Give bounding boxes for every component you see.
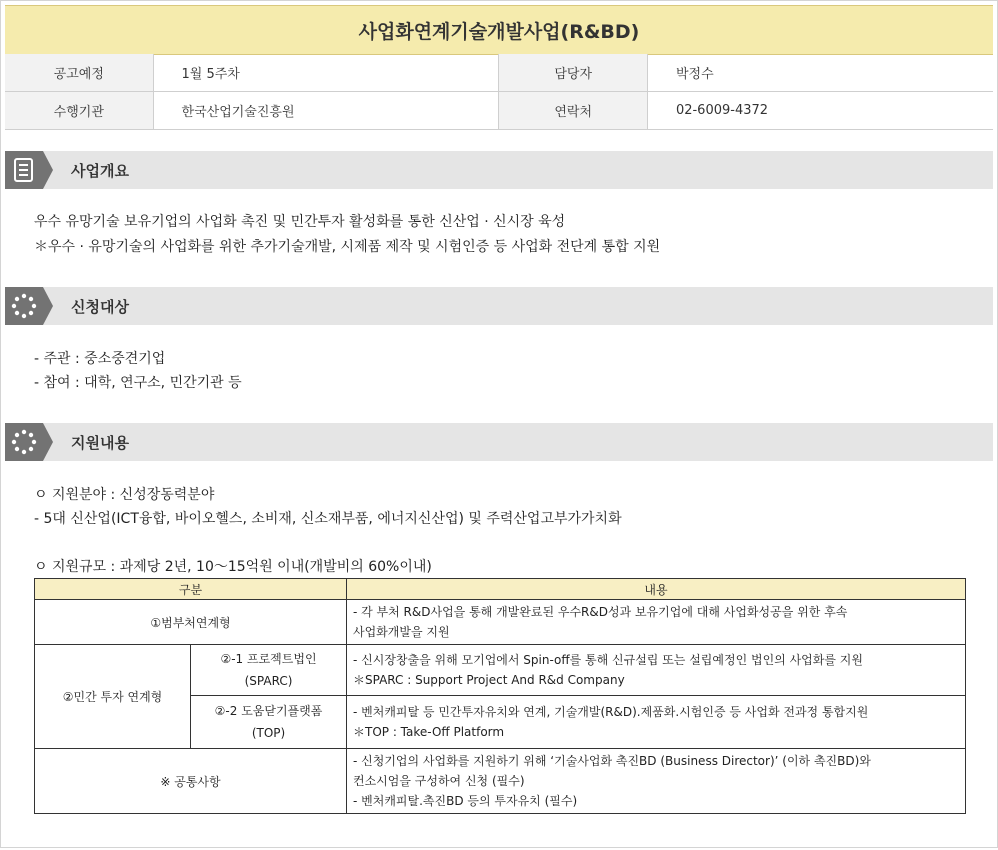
table-header-row [35,579,966,600]
subcategory-line: ②-2 도움닫기플랫폼 [214,704,323,718]
dotted-circle-icon [5,287,43,325]
info-row [5,54,993,92]
contact-label: 연락처 [499,92,648,130]
row-content-line: - 벤처캐피탈.촉진BD 등의 투자유치 (필수) [353,794,578,808]
section-header-overview [5,151,993,189]
table-row [35,749,966,814]
agency-value: 한국산업기술진흥원 [153,92,499,130]
section-header-support [5,423,993,461]
info-table [5,54,993,130]
row-category: ②민간 투자 연계형 [35,645,191,749]
support-scale: ㅇ 지원규모 : 과제당 2년, 10～15억원 이내(개발비의 60%이내) [34,559,432,575]
row-category: ※ 공통사항 [35,749,347,814]
subcategory-line: ②-1 프로젝트법인 [220,652,317,666]
column-header-category: 구분 [35,579,347,600]
table-row [35,600,966,645]
row-content-line: - 신시장창출을 위해 모기업에서 Spin-off를 통해 신규설립 또는 설립예정인 법인의 사업화를 지원 [353,653,863,667]
info-row [5,92,993,130]
row-content-line: 사업화개발을 지원 [353,625,450,639]
row-content-line: - 벤처캐피탈 등 민간투자유치와 연계, 기술개발(R&D).제품화.시험인증 등 사업화 전과정 통합지원 [353,705,869,719]
row-content-line: 컨소시엄을 구성하여 신청 (필수) [353,774,525,788]
row-category: ①범부처연계형 [35,600,347,645]
row-content [347,645,966,696]
support-field: ㅇ 지원분야 : 신성장동력분야 [34,487,215,503]
notice-value: 1월 5주차 [153,54,499,92]
section-title: 신청대상 [71,297,129,316]
row-content-line: ＊TOP : Take-Off Platform [353,725,505,739]
manager-label: 담당자 [499,54,648,92]
agency-label: 수행기관 [5,92,153,130]
section-title: 사업개요 [71,161,129,180]
row-content-line: ＊SPARC : Support Project And R&d Company [353,673,625,687]
target-line: - 주관 : 중소중견기업 [34,351,166,367]
manager-value: 박정수 [647,54,993,92]
document-icon [5,151,43,189]
support-table [34,578,966,814]
overview-line: 우수 유망기술 보유기업의 사업화 촉진 및 민간투자 활성화를 통한 신산업 · 신시장 육성 [34,214,566,230]
row-subcategory [191,696,347,749]
column-header-content: 내용 [347,579,966,600]
row-content-line: - 각 부처 R&D사업을 통해 개발완료된 우수R&D성과 보유기업에 대해 사업화성공을 위한 후속 [353,605,848,619]
subcategory-line: (SPARC) [244,674,293,688]
contact-value: 02-6009-4372 [647,92,993,130]
notice-label: 공고예정 [5,54,153,92]
support-field-detail: - 5대 신산업(ICT융합, 바이오헬스, 소비재, 신소재부품, 에너지신산업) 및 주력산업고부가가치화 [34,511,622,527]
section-title: 지원내용 [71,433,129,452]
page-title: 사업화연계기술개발사업(R&BD) [5,5,993,55]
dotted-circle-icon [5,423,43,461]
section-header-target [5,287,993,325]
table-row [35,645,966,696]
overview-note: ＊우수 · 유망기술의 사업화를 위한 추가기술개발, 시제품 제작 및 시험인증 등 사업화 전단계 통합 지원 [34,239,661,255]
row-content [347,600,966,645]
row-content [347,749,966,814]
row-subcategory [191,645,347,696]
row-content [347,696,966,749]
subcategory-line: (TOP) [251,726,286,740]
target-line: - 참여 : 대학, 연구소, 민간기관 등 [34,375,242,391]
row-content-line: - 신청기업의 사업화를 지원하기 위해 ‘기술사업화 촉진BD (Business Director)’ (이하 촉진BD)와 [353,754,871,768]
